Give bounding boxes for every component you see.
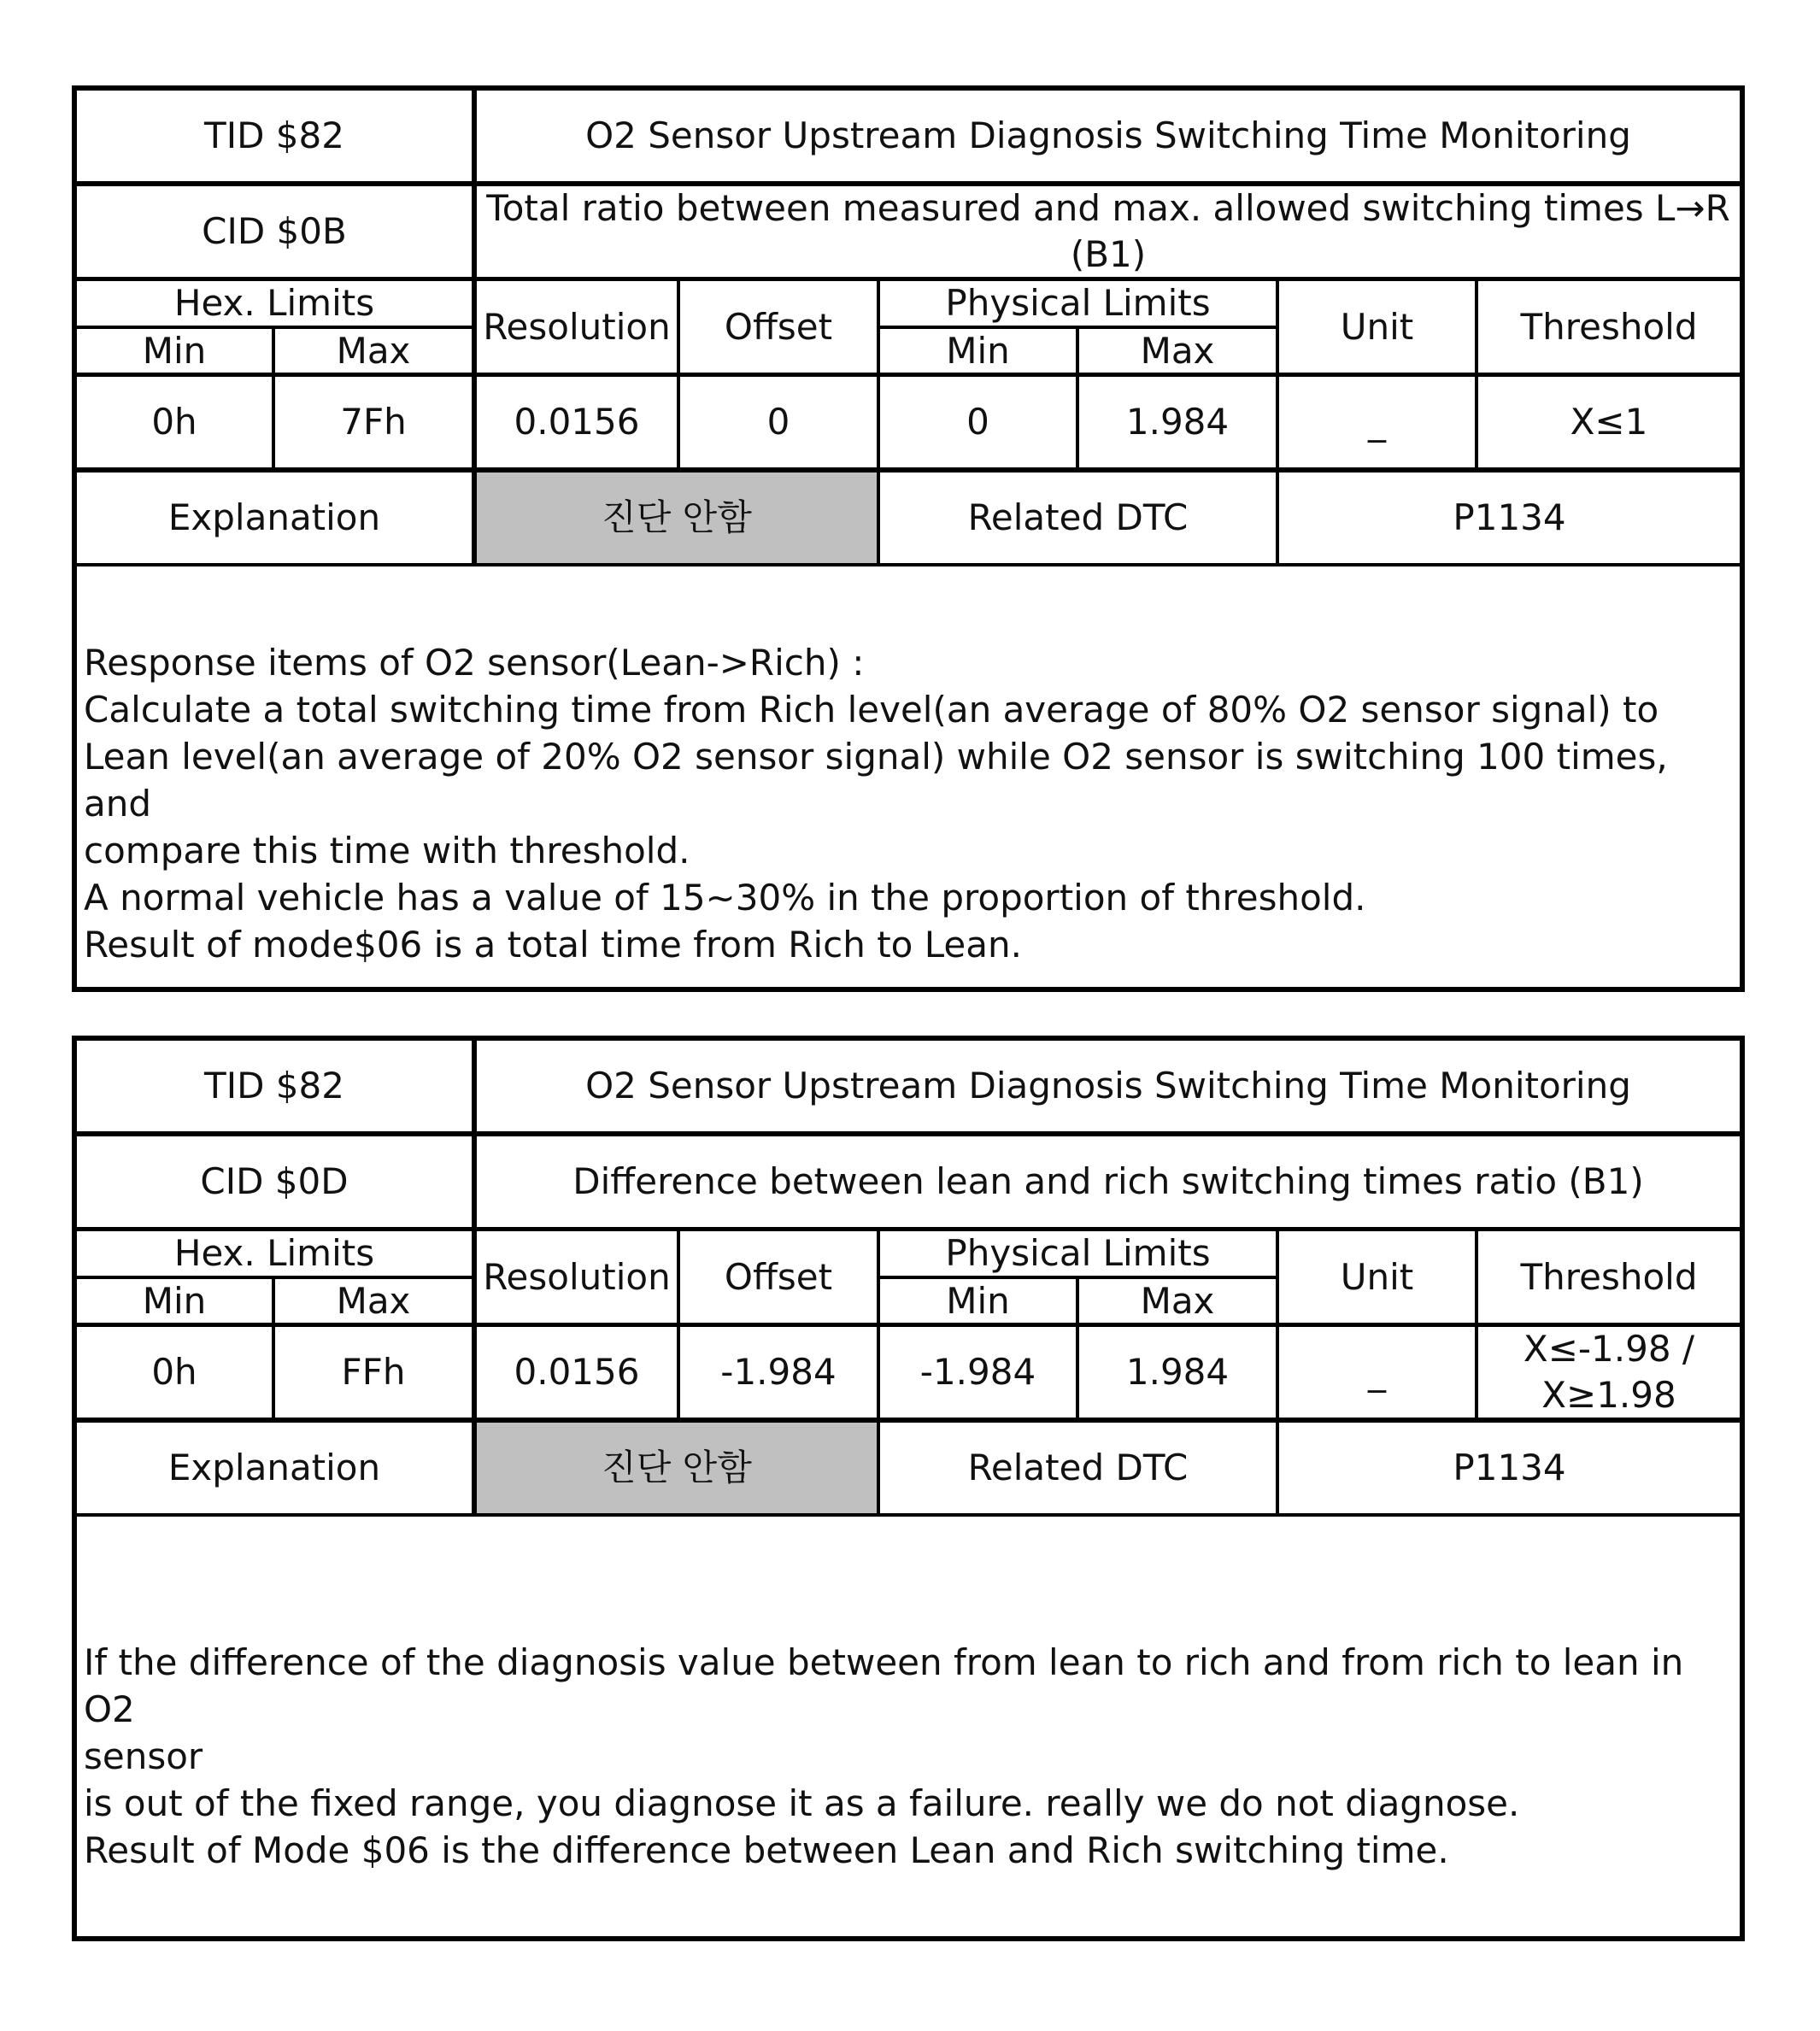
tid-row	[77, 1041, 1740, 1131]
related-dtc-label: Related DTC	[967, 496, 1189, 538]
explanation-label: Explanation	[167, 1447, 381, 1488]
description-line: Result of Mode $06 is the difference between Lean and Rich switching time.	[84, 1829, 1449, 1871]
unit-header: Unit	[1340, 1255, 1414, 1298]
diagnosis-table-1	[72, 85, 1745, 992]
unit-value: _	[1368, 401, 1386, 443]
hex-max-header: Max	[336, 1279, 411, 1322]
cid-label: CID $0D	[200, 1160, 349, 1202]
limits-header-row	[77, 281, 1740, 373]
limits-values-row	[77, 377, 1740, 467]
diagnosis-table-2	[72, 1036, 1745, 1941]
phys-max-header: Max	[1140, 1279, 1215, 1322]
offset-header: Offset	[724, 305, 833, 348]
phys-max-value: 1.984	[1125, 1351, 1230, 1393]
explanation-row	[77, 473, 1740, 563]
related-dtc-label: Related DTC	[967, 1447, 1189, 1488]
resolution-header: Resolution	[483, 305, 671, 348]
phys-min-value: -1.984	[919, 1351, 1036, 1393]
description-text	[84, 1639, 1733, 1874]
phys-min-value: 0	[966, 401, 989, 443]
resolution-header: Resolution	[483, 1255, 671, 1298]
limits-values-row	[77, 1327, 1740, 1418]
explanation-value: 진단 안함	[477, 473, 877, 563]
hex-min-header: Min	[142, 1279, 207, 1322]
offset-value: -1.984	[720, 1351, 837, 1393]
phys-max-value: 1.984	[1125, 401, 1230, 443]
threshold-header: Threshold	[1520, 305, 1698, 348]
phys-min-header: Min	[946, 1279, 1010, 1322]
description-line: Response items of O2 sensor(Lean->Rich) :	[84, 642, 865, 684]
threshold-value: X≤-1.98 / X≥1.98	[1523, 1328, 1695, 1416]
cid-description: Total ratio between measured and max. allowed switching times L→R (B1)	[486, 187, 1730, 275]
tid-label: TID $82	[204, 1065, 344, 1106]
explanation-row	[77, 1423, 1740, 1513]
description-line: Calculate a total switching time from Rich level(an average of 80% O2 sensor signal) to	[84, 689, 1659, 731]
threshold-value: X≤1	[1570, 401, 1648, 443]
unit-value: _	[1368, 1351, 1386, 1393]
description-line: Result of mode$06 is a total time from Rich to Lean.	[84, 924, 1022, 966]
physical-limits-header: Physical Limits	[945, 282, 1211, 324]
tid-description: O2 Sensor Upstream Diagnosis Switching Time Monitoring	[585, 114, 1631, 156]
hex-max-header: Max	[336, 329, 411, 372]
description-line: A normal vehicle has a value of 15~30% in the proportion of threshold.	[84, 877, 1366, 919]
offset-header: Offset	[724, 1255, 833, 1298]
limits-header-row	[77, 1231, 1740, 1323]
related-dtc-value: P1134	[1453, 1447, 1566, 1488]
hex-min-header: Min	[142, 329, 207, 372]
cid-label: CID $0B	[202, 210, 347, 252]
phys-max-header: Max	[1140, 329, 1215, 372]
explanation-label: Explanation	[167, 496, 381, 538]
related-dtc-value: P1134	[1453, 496, 1566, 538]
threshold-header: Threshold	[1520, 1255, 1698, 1298]
physical-limits-header: Physical Limits	[945, 1232, 1211, 1274]
description-line: sensor	[84, 1735, 203, 1777]
hex-min-value: 0h	[151, 401, 197, 443]
tid-description: O2 Sensor Upstream Diagnosis Switching Time Monitoring	[585, 1065, 1631, 1106]
hex-min-value: 0h	[151, 1351, 197, 1393]
resolution-value: 0.0156	[514, 1351, 640, 1393]
cid-row	[77, 1136, 1740, 1227]
tid-row	[77, 91, 1740, 181]
hex-limits-header: Hex. Limits	[173, 1232, 375, 1274]
description-line: If the difference of the diagnosis value between from lean to rich and from rich to lean in O2	[84, 1641, 1684, 1730]
description-line: Lean level(an average of 20% O2 sensor signal) while O2 sensor is switching 100 times, and	[84, 736, 1668, 825]
unit-header: Unit	[1340, 305, 1414, 348]
hex-limits-header: Hex. Limits	[173, 282, 375, 324]
cid-description: Difference between lean and rich switching times ratio (B1)	[572, 1160, 1644, 1202]
hex-max-value: FFh	[341, 1351, 406, 1393]
resolution-value: 0.0156	[514, 401, 640, 443]
hex-max-value: 7Fh	[340, 401, 407, 443]
description-text	[84, 639, 1733, 968]
description-line: is out of the fixed range, you diagnose it as a failure. really we do not diagnose.	[84, 1782, 1520, 1824]
explanation-value: 진단 안함	[477, 1423, 877, 1513]
offset-value: 0	[766, 401, 790, 443]
phys-min-header: Min	[946, 329, 1010, 372]
description-line: compare this time with threshold.	[84, 830, 690, 872]
cid-row	[77, 186, 1740, 277]
tid-label: TID $82	[204, 114, 344, 156]
